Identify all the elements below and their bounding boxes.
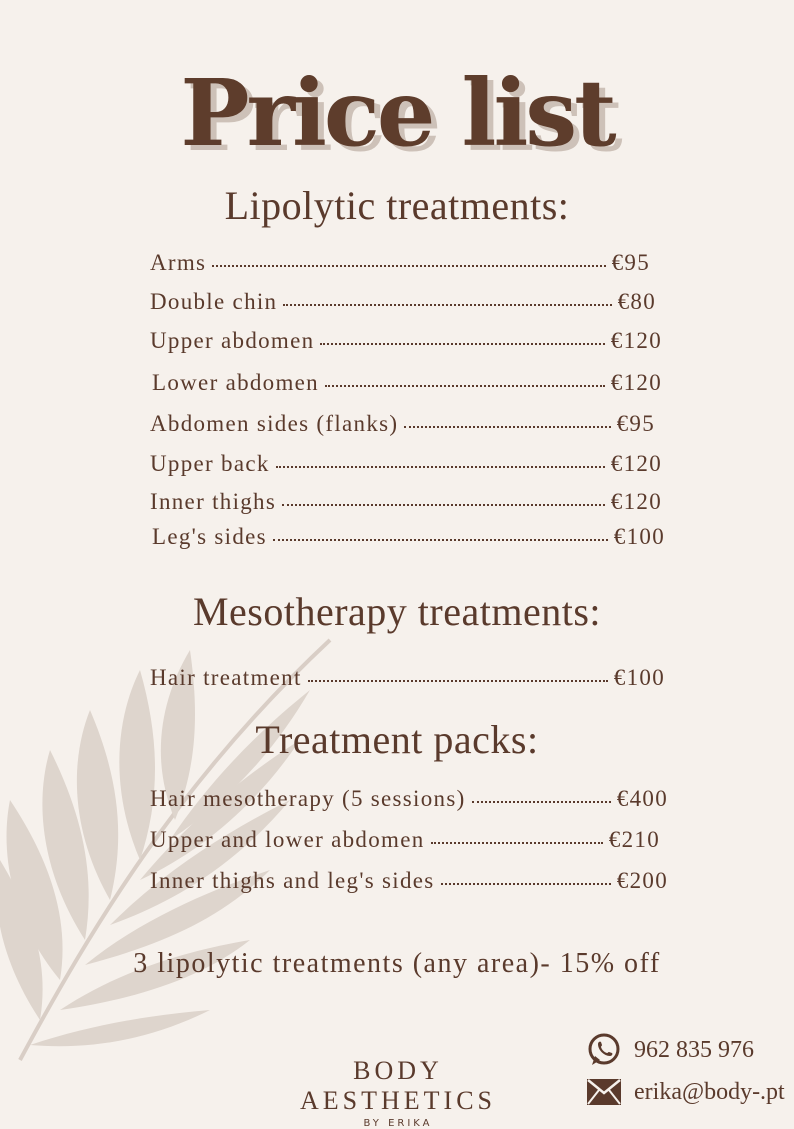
section-heading-mesotherapy: Mesotherapy treatments: [192,589,602,634]
treatment-name: Inner thighs and leg's sides [150,868,435,893]
price-row [150,411,655,437]
leader-dots [472,801,611,803]
price-row [152,370,662,396]
treatment-price: €400 [616,786,668,811]
whatsapp-icon [586,1032,622,1068]
leader-dots [431,842,603,844]
price-row [150,868,668,894]
price-row [150,451,662,477]
page-title: Price list [180,59,614,167]
treatment-name: Upper and lower abdomen [150,827,425,852]
leader-dots [276,466,605,468]
treatment-price: €120 [610,451,662,476]
treatment-name: Abdomen sides (flanks) [150,411,399,436]
price-row [150,328,662,354]
treatment-price: €100 [613,524,665,549]
price-row [150,665,665,691]
envelope-icon [586,1078,622,1106]
leader-dots [282,504,605,506]
treatment-name: Upper abdomen [150,328,315,353]
price-row [150,289,656,315]
price-row [152,524,665,550]
phone-number: 962 835 976 [634,1036,754,1063]
treatment-name: Leg's sides [152,524,267,549]
contact-phone[interactable] [586,1032,754,1068]
brand-name: BODY AESTHETICS [300,1056,496,1115]
leader-dots [283,304,611,306]
price-row [150,786,668,812]
treatment-price: €120 [610,328,662,353]
treatment-name: Double chin [150,289,278,314]
discount-offer: 3 lipolytic treatments (any area)- 15% off [133,948,661,979]
treatment-price: €100 [613,665,665,690]
price-row [150,489,662,515]
treatment-price: €210 [608,827,660,852]
email-address: erika@body-.pt [634,1078,785,1105]
section-heading-packs: Treatment packs: [255,717,539,762]
leader-dots [273,539,608,541]
treatment-name: Arms [150,250,207,275]
treatment-name: Lower abdomen [152,370,319,395]
leader-dots [325,385,605,387]
treatment-name: Hair treatment [150,665,302,690]
treatment-name: Upper back [150,451,270,476]
price-row [150,250,650,276]
treatment-price: €120 [610,370,662,395]
leader-dots [308,680,608,682]
price-row [150,827,660,853]
section-heading-lipolytic: Lipolytic treatments: [224,183,570,228]
treatment-price: €200 [616,868,668,893]
contact-email[interactable] [586,1078,785,1106]
treatment-price: €80 [617,289,656,314]
leader-dots [320,343,604,345]
leader-dots [212,265,605,267]
treatment-name: Hair mesotherapy (5 sessions) [150,786,466,811]
brand-subtitle: BY ERIKA [363,1118,433,1129]
treatment-price: €95 [616,411,655,436]
leader-dots [441,883,611,885]
leader-dots [404,426,610,428]
treatment-price: €95 [611,250,650,275]
brand-logo [258,1056,538,1129]
treatment-name: Inner thighs [150,489,277,514]
treatment-price: €120 [610,489,662,514]
